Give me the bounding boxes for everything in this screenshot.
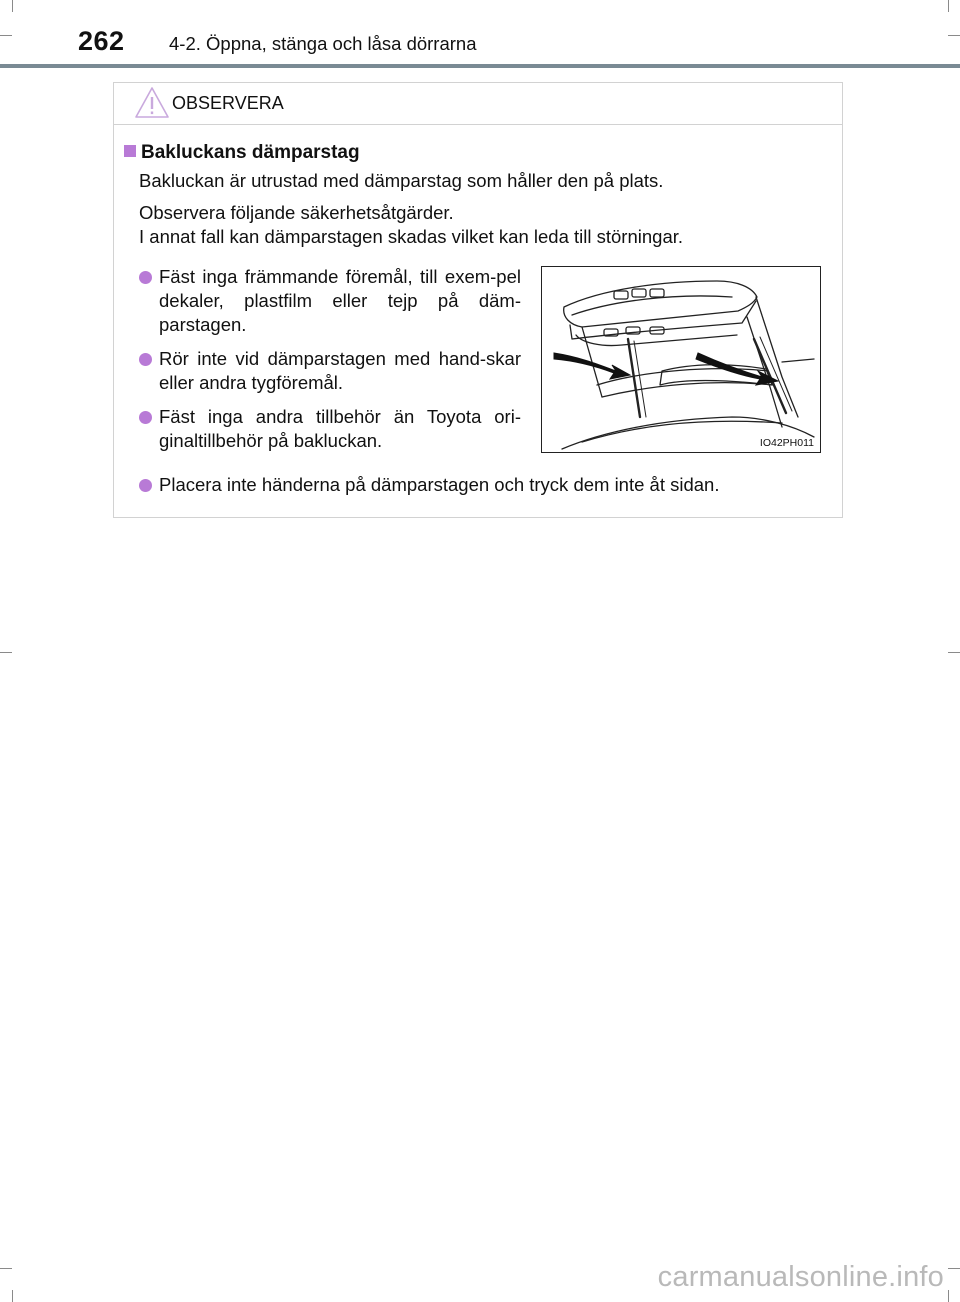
header-rule	[0, 64, 960, 68]
caution-label: OBSERVERA	[172, 93, 284, 113]
bullet-dot-icon	[139, 479, 152, 492]
list-item-text: Placera inte händerna på dämparstagen och tryck dem inte åt sidan.	[159, 474, 720, 495]
crop-mark	[948, 35, 960, 36]
list-item	[139, 405, 521, 453]
illustration-code: IO42PH011	[759, 437, 814, 449]
bullet-list	[139, 265, 521, 463]
tailgate-illustration	[541, 266, 821, 453]
crop-mark	[12, 1290, 13, 1302]
crop-mark	[948, 0, 949, 12]
crop-mark	[12, 0, 13, 12]
caution-header	[114, 83, 842, 125]
section-title: 4-2. Öppna, stänga och låsa dörrarna	[169, 33, 477, 54]
bullet-dot-icon	[139, 353, 152, 366]
page-number: 262	[78, 26, 125, 56]
caution-box	[113, 82, 843, 518]
bullet-dot-icon	[139, 411, 152, 424]
watermark: carmanualsonline.info	[657, 1261, 944, 1293]
list-item-text: Fäst inga andra tillbehör än Toyota ori-ginaltillbehör på bakluckan.	[159, 406, 521, 451]
warning-triangle-icon	[134, 86, 170, 120]
list-item	[139, 347, 521, 395]
list-item	[139, 265, 521, 337]
crop-mark	[948, 652, 960, 653]
subheading	[124, 142, 360, 164]
square-bullet-icon	[124, 145, 136, 157]
bullet-dot-icon	[139, 271, 152, 284]
list-item-text: Rör inte vid dämparstagen med hand-skar eller andra tygföremål.	[159, 348, 521, 393]
note-line-1: Observera följande säkerhetsåtgärder.	[139, 202, 454, 223]
crop-mark	[948, 1290, 949, 1302]
crop-mark	[948, 1268, 960, 1269]
crop-mark	[0, 1268, 12, 1269]
list-item-text: Fäst inga främmande föremål, till exem-pel dekaler, plastfilm eller tejp på däm-parstagen.	[159, 266, 521, 335]
list-item	[139, 473, 849, 497]
intro-text: Bakluckan är utrustad med dämparstag som håller den på plats.	[139, 170, 664, 191]
crop-mark	[0, 652, 12, 653]
crop-mark	[0, 35, 12, 36]
note-line-2: I annat fall kan dämparstagen skadas vilket kan leda till störningar.	[139, 226, 684, 247]
tailgate-drawing	[542, 267, 820, 452]
subheading-text: Bakluckans dämparstag	[141, 142, 360, 163]
